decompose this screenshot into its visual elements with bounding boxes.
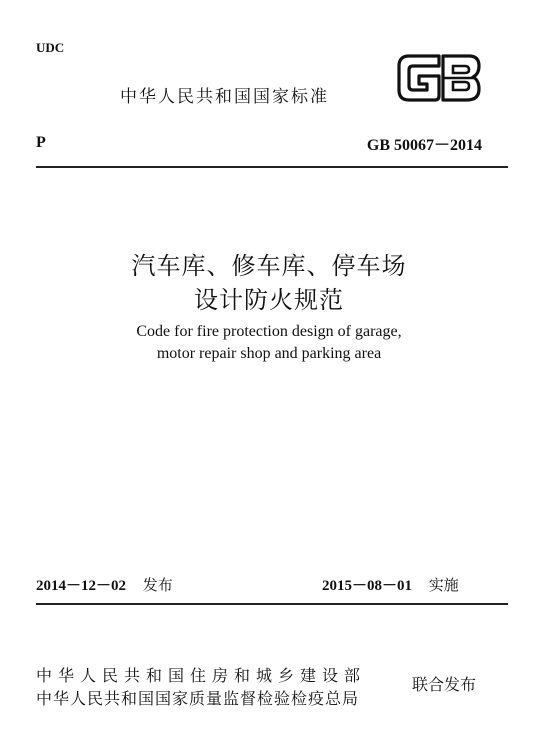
issue-date: 2014－12－02 [36,578,127,594]
issuer-line2: 中华人民共和国国家质量监督检验检疫总局 [36,689,360,708]
title-cn-line1: 汽车库、修车库、停车场 [131,252,407,280]
category-code: P [36,134,46,151]
title-en-line2: motor repair shop and parking area [156,345,382,362]
joint-issue-label: 联合发布 [412,675,477,694]
standard-number: GB 50067－2014 [366,137,482,154]
issue-date-block [36,574,173,595]
udc-label: UDC [36,40,65,55]
title-en-line1: Code for fire protection design of garage, [136,323,402,340]
title-cn-line2: 设计防火规范 [194,286,344,314]
effective-label: 实施 [428,576,459,594]
effective-date-block [322,574,459,595]
effective-date: 2015－08－01 [322,578,413,594]
standard-type: 中华人民共和国国家标准 [120,87,329,107]
issue-label: 发布 [142,576,173,594]
gb-logo-icon [395,52,483,104]
gb-logo [395,52,483,104]
issuer-line1: 中华人民共和国住房和城乡建设部 [36,666,367,685]
footer-divider [36,603,508,605]
header-divider [36,166,508,168]
